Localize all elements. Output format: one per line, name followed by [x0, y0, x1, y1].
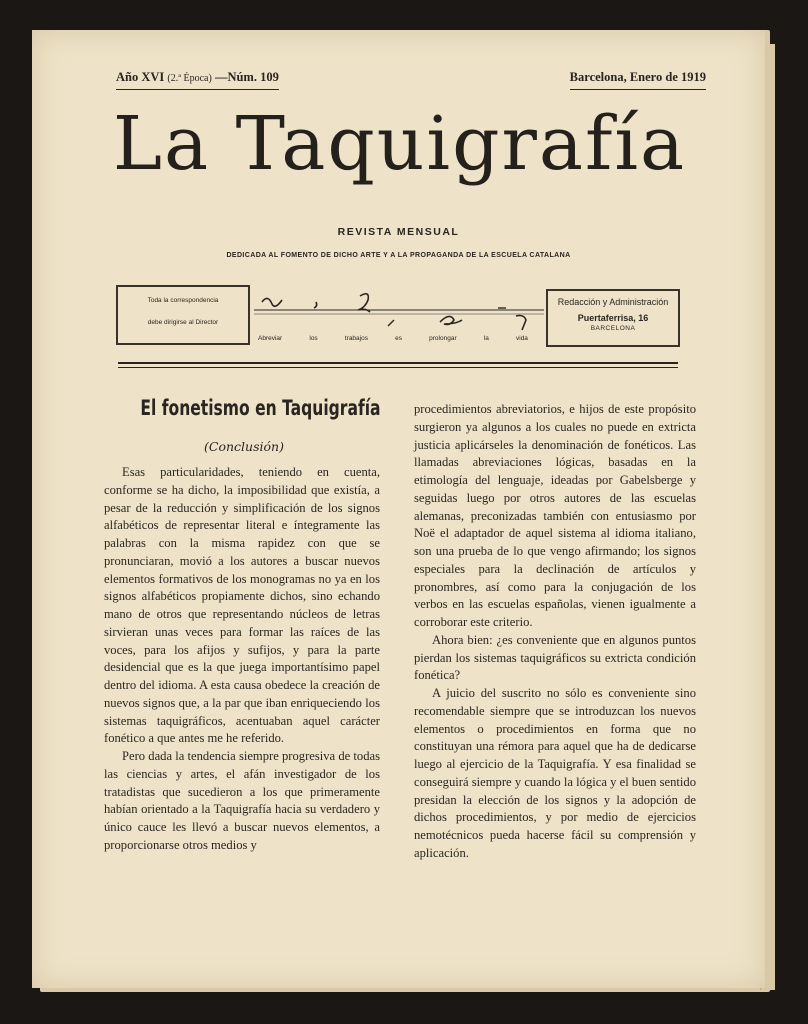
magazine-subtitle: REVISTA MENSUAL — [337, 226, 460, 238]
paragraph: procedimientos abreviatorios, e hijos de este propósito surgieron ya algunos a los cuales no puede en extricta justicia aplicárseles la denominación de fonéticos. Las llamadas abreviaciones lógicas, basadas en la etimología del lenguaje, ideadas por Gabelsberge y seguidas luego por otros autores de las escuelas alemanas, preconizadas también con entusiasmo por Noë el adaptador de aquel sistema al idioma italiano, son una prueba de lo que vengo afirmando; los signos especiales para la declinación de artículos y pronombres, así como para la conjugación de los verbos en las escuelas españolas, vienen igualmente a corroborar este criterio. — [414, 402, 696, 629]
motto-word: los — [309, 335, 318, 342]
motto-word: es — [395, 335, 402, 342]
dedication-line: DEDICADA AL FOMENTO DE DICHO ARTE Y A LA PROPAGANDA DE LA ESCUELA CATALANA — [226, 252, 571, 259]
article-title: El fonetismo en Taquigrafía — [140, 396, 381, 420]
journal-page — [32, 30, 765, 988]
issue-info — [116, 70, 279, 90]
motto-word: vida — [516, 335, 528, 342]
header-rule — [118, 362, 678, 364]
article-column-2 — [414, 401, 696, 863]
issue-number: —Núm. 109 — [211, 70, 279, 84]
place-date: Barcelona, Enero de 1919 — [570, 70, 706, 90]
office-city: BARCELONA — [590, 325, 636, 332]
motto-word: la — [483, 335, 489, 342]
masthead-title: La Taquigrafía — [112, 101, 687, 187]
issue-epoch: (2.ª Época) — [167, 73, 212, 84]
motto-word: Abreviar — [258, 335, 283, 342]
office-address: Puertaferrisa, 16 — [577, 313, 649, 323]
issue-header — [116, 70, 706, 94]
correspondence-line-1: Toda la correspondencia — [147, 297, 219, 304]
paragraph: Pero dada la tendencia siempre progresiva de todas las ciencias y artes, el afán investigador de los tratadistas que sucedieron a los que primeramente habían orientado a la Taquigrafía hacia su verdadero y único cauce les llevó a buscar nuevos elementos, a proporcionarse otros medios y — [104, 749, 380, 852]
motto-word: prolongar — [429, 335, 457, 342]
office-line-1: Redacción y Administración — [557, 297, 669, 307]
paragraph: Ahora bien: ¿es conveniente que en algunos puntos pierdan los sistemas taquigráficos su extricta condición fonética? — [414, 632, 696, 683]
correspondence-line-2: debe dirigirse al Director — [147, 319, 219, 326]
paragraph: A juicio del suscrito no sólo es conveniente sino recomendable siempre que se introduzcan los nuevos elementos o procedimientos en forma que no constituyan una rémora para aquel que ha de dedicarse luego al ejercicio de la Taquigrafía. Y esa finalidad se conseguirá siempre y cuando la lógica y el buen sentido presidan la elección de los signos y la adopción de dichos procedimientos, y por medio de ejercicios nemotécnicos pueda hacerse fácil su comprensión y aplicación. — [414, 686, 696, 860]
article-column-1 — [104, 464, 380, 855]
editorial-office-box — [546, 289, 680, 347]
article-subtitle: (Conclusión) — [204, 439, 284, 454]
paragraph: Esas particularidades, teniendo en cuenta, conforme se ha dicho, la imposibilidad que existía, a pesar de la reducción y simplificación de los signos alfabéticos de representar literal e íntegramente las palabras con la misma rapidez con que se pronunciaran, movió a los autores a buscar nuevos elementos formativos de los monogramas no ya en los signos alfabéticos propiamente dichos, sino echando mano de otros que representando núcleos de letras sirvieran unas veces para formar las raíces de las voces, para los afijos y sufijos, y para la parte desidencial que es la que juega importantísimo papel dentro del idioma. A esta causa obedece la creación de nuevos signos que, a la par que iban enriqueciendo los sistemas taquigráficos, acentuaban aquel carácter fonético a que antes me he referido. — [104, 465, 380, 746]
motto-word: trabajos — [344, 335, 368, 342]
header-rule-thin — [118, 367, 678, 368]
correspondence-box — [116, 285, 250, 345]
issue-year: Año XVI — [116, 70, 168, 84]
motto — [258, 335, 528, 342]
